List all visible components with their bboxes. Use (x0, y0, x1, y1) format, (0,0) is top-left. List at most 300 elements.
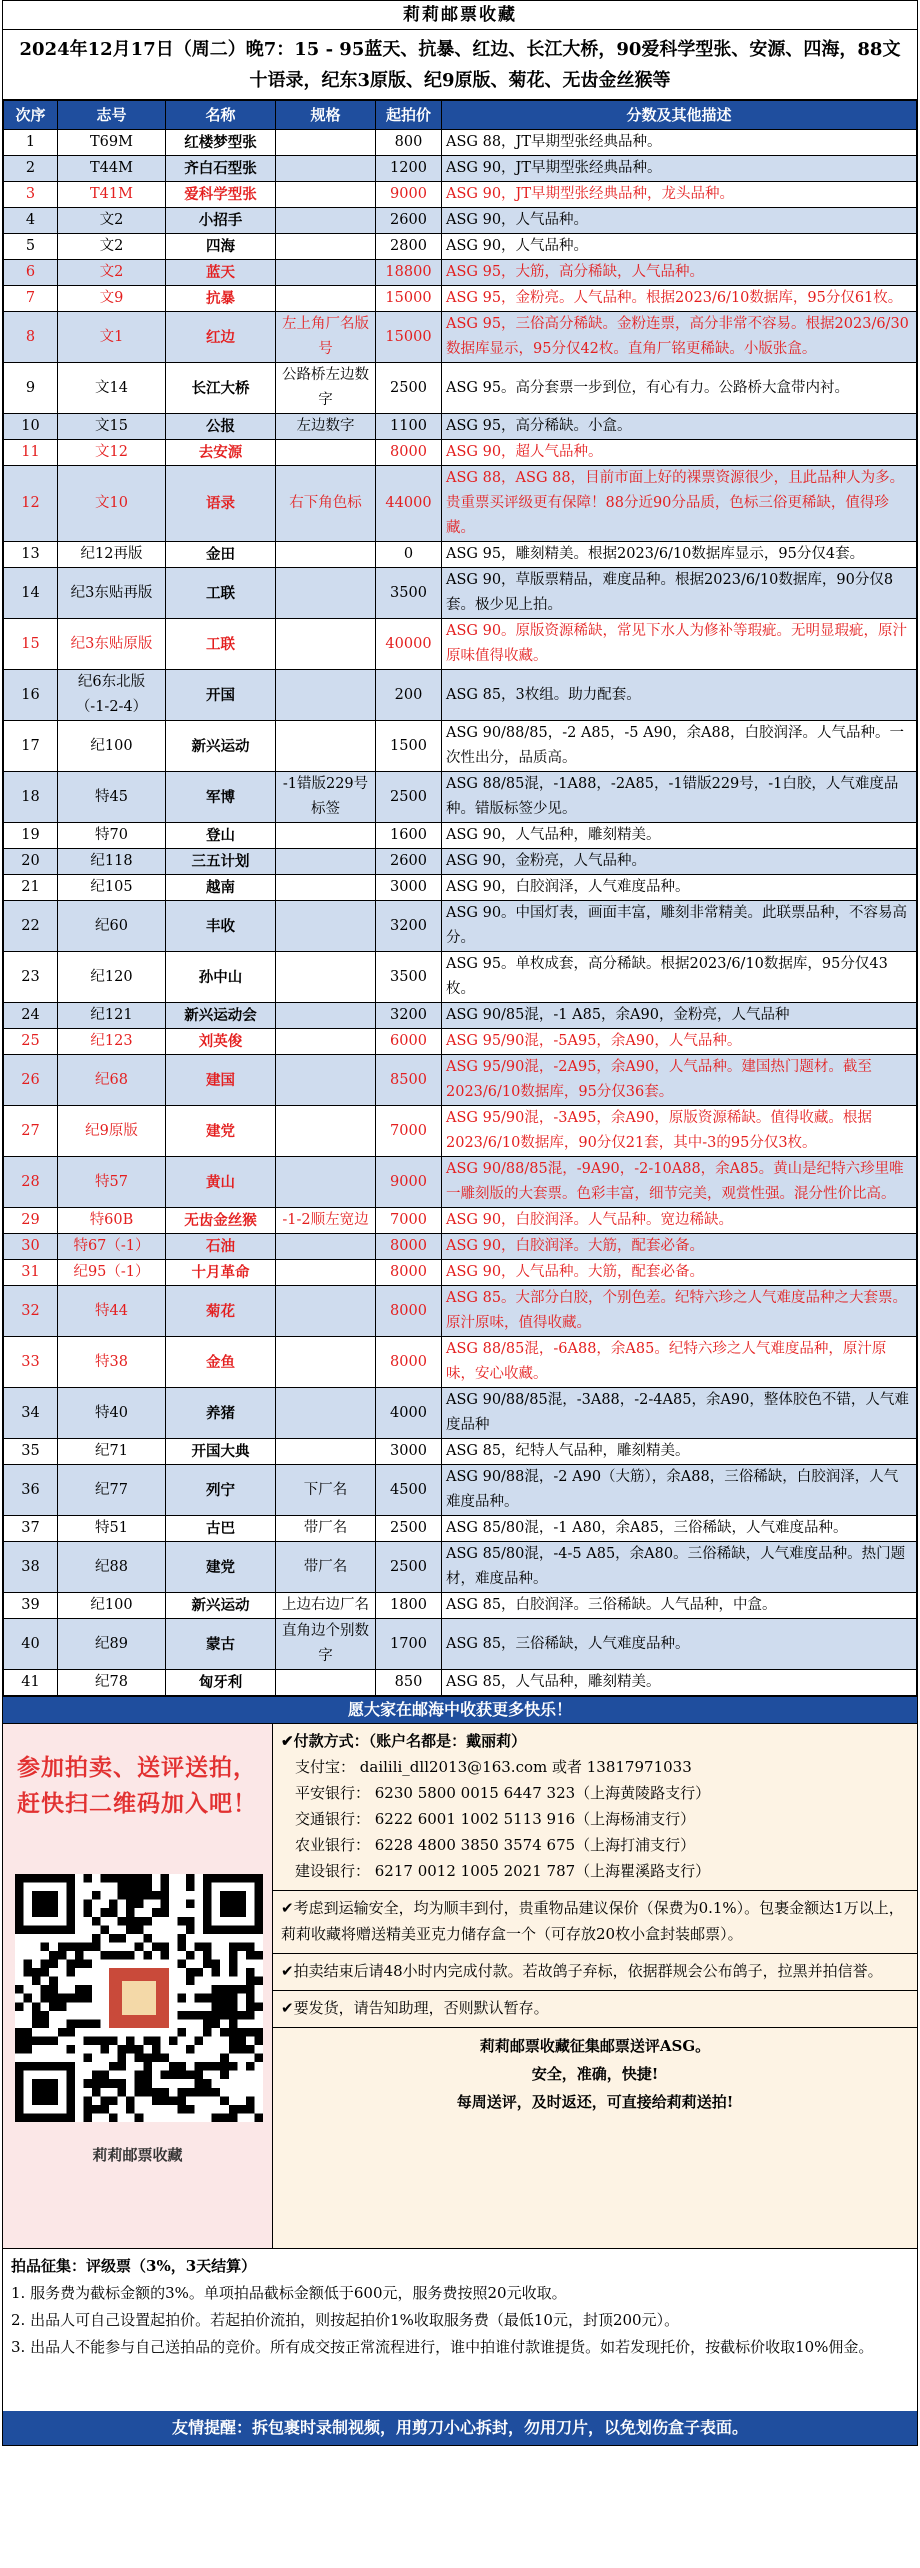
table-row (4, 952, 917, 1003)
lot-name: 抗暴 (166, 286, 276, 312)
slogan-line: 安全，准确，快捷! (531, 2065, 659, 2083)
lot-code: 纪9原版 (58, 1106, 166, 1157)
table-row (4, 670, 917, 721)
lot-code: 特38 (58, 1337, 166, 1388)
lot-number: 20 (4, 849, 58, 875)
lot-start-price: 8000 (376, 1260, 442, 1286)
lot-name: 蓝天 (166, 260, 276, 286)
lot-description: ASG 88/85混，-1A88，-2A85，-1错版229号，-1白胶，人气难度品种。错版标签少见。 (442, 772, 917, 823)
lot-spec: -1-2顺左宽边 (276, 1208, 376, 1234)
lot-start-price: 18800 (376, 260, 442, 286)
lot-start-price: 2600 (376, 849, 442, 875)
lot-description: ASG 95/90混，-2A95，余A90，人气品种。建国热门题材。截至2023/6/10数据库，95分仅36套。 (442, 1055, 917, 1106)
table-row (4, 1106, 917, 1157)
lot-name: 四海 (166, 234, 276, 260)
lot-code: 文2 (58, 208, 166, 234)
lot-spec: 左边数字 (276, 414, 376, 440)
lot-description: ASG 85，三俗稀缺，人气难度品种。 (442, 1619, 917, 1670)
lot-description: ASG 85。大部分白胶，个别色差。纪特六珍之人气难度品种之大套票。原汁原味，值得收藏。 (442, 1286, 917, 1337)
table-row (4, 312, 917, 363)
lot-number: 36 (4, 1465, 58, 1516)
lot-spec (276, 182, 376, 208)
lot-name: 石油 (166, 1234, 276, 1260)
lot-name: 小招手 (166, 208, 276, 234)
lot-code: 纪60 (58, 901, 166, 952)
lot-spec (276, 130, 376, 156)
rule-item: 3. 出品人不能参与自己送拍品的竞价。所有成交按正常流程进行，谁中拍谁付款谁提货。如若发现托价，按截标价收取10%佣金。 (11, 2338, 874, 2356)
lot-name: 爱科学型张 (166, 182, 276, 208)
lot-code: 纪120 (58, 952, 166, 1003)
lot-code: 文1 (58, 312, 166, 363)
lot-start-price: 2500 (376, 1542, 442, 1593)
lot-number: 10 (4, 414, 58, 440)
lot-spec (276, 260, 376, 286)
lot-code: 特67（-1） (58, 1234, 166, 1260)
payment-panel (273, 1724, 917, 2248)
lot-start-price: 9000 (376, 182, 442, 208)
lot-spec (276, 1670, 376, 1696)
lot-description: ASG 95/90混，-5A95，余A90，人气品种。 (442, 1029, 917, 1055)
lot-name: 养猪 (166, 1388, 276, 1439)
lot-start-price: 7000 (376, 1106, 442, 1157)
lot-number: 30 (4, 1234, 58, 1260)
lot-start-price: 3500 (376, 952, 442, 1003)
lot-code: T69M (58, 130, 166, 156)
lot-description: ASG 90。中国灯表，画面丰富，雕刻非常精美。此联票品种，不容易高分。 (442, 901, 917, 952)
lot-start-price: 2500 (376, 1516, 442, 1542)
lot-code: 特45 (58, 772, 166, 823)
lot-number: 35 (4, 1439, 58, 1465)
lot-number: 32 (4, 1286, 58, 1337)
lot-name: 新兴运动 (166, 1593, 276, 1619)
lot-spec (276, 1234, 376, 1260)
table-row (4, 440, 917, 466)
lot-spec: 带厂名 (276, 1542, 376, 1593)
table-row (4, 286, 917, 312)
lot-description: ASG 95，雕刻精美。根据2023/6/10数据库显示，95分仅4套。 (442, 542, 917, 568)
lot-number: 7 (4, 286, 58, 312)
lot-code: 纪78 (58, 1670, 166, 1696)
lot-spec (276, 1055, 376, 1106)
lot-spec (276, 286, 376, 312)
reminder-footer: 友情提醒：拆包裹时录制视频，用剪刀小心拆封，勿用刀片，以免划伤盒子表面。 (3, 2411, 917, 2445)
consignment-rules (3, 2249, 917, 2411)
lot-start-price: 9000 (376, 1157, 442, 1208)
lot-name: 去安源 (166, 440, 276, 466)
lot-number: 8 (4, 312, 58, 363)
lot-code: 纪3东贴原版 (58, 619, 166, 670)
lot-code: 文14 (58, 363, 166, 414)
lot-name: 红边 (166, 312, 276, 363)
slogan-line: 每周送评，及时返还，可直接给莉莉送拍! (456, 2093, 734, 2111)
lot-number: 13 (4, 542, 58, 568)
lot-description: ASG 90，金粉亮，人气品种。 (442, 849, 917, 875)
slogan-line: 莉莉邮票收藏征集邮票送评ASG。 (479, 2037, 711, 2055)
lot-name: 公报 (166, 414, 276, 440)
table-row (4, 849, 917, 875)
lot-number: 11 (4, 440, 58, 466)
lot-code: 纪89 (58, 1619, 166, 1670)
lot-description: ASG 88，ASG 88，目前市面上好的裸票资源很少，且此品种人为多。贵重票买评级更有保障！88分近90分品质，色标三俗更稀缺，值得珍藏。 (442, 466, 917, 542)
lot-spec: -1错版229号标签 (276, 772, 376, 823)
lot-name: 列宁 (166, 1465, 276, 1516)
table-row (4, 1439, 917, 1465)
lot-description: ASG 90，人气品种，雕刻精美。 (442, 823, 917, 849)
lot-spec: 公路桥左边数字 (276, 363, 376, 414)
lot-spec (276, 156, 376, 182)
lot-number: 40 (4, 1619, 58, 1670)
lot-description: ASG 85，纪特人气品种，雕刻精美。 (442, 1439, 917, 1465)
alipay-line: 支付宝： daililі_dll2013@163.com 或者 13817971033 (295, 1758, 692, 1776)
lot-description: ASG 90，人气品种。大筋，配套必备。 (442, 1260, 917, 1286)
lot-number: 3 (4, 182, 58, 208)
table-row (4, 568, 917, 619)
lot-name: 无齿金丝猴 (166, 1208, 276, 1234)
qr-code-icon[interactable] (15, 1874, 263, 2122)
lot-name: 开国大典 (166, 1439, 276, 1465)
rule-item: 1. 服务费为截标金额的3%。单项拍品截标金额低于600元，服务费按照20元收取。 (11, 2284, 567, 2302)
lot-code: 特44 (58, 1286, 166, 1337)
info-section (3, 1724, 917, 2249)
lot-code: 纪3东贴再版 (58, 568, 166, 619)
lot-start-price: 8000 (376, 1234, 442, 1260)
lot-number: 29 (4, 1208, 58, 1234)
table-row (4, 414, 917, 440)
lot-spec (276, 568, 376, 619)
lot-number: 14 (4, 568, 58, 619)
promo-line: 赶快扫二维码加入吧！ (17, 1790, 257, 1817)
lot-spec (276, 952, 376, 1003)
lot-spec (276, 619, 376, 670)
lot-spec (276, 1286, 376, 1337)
lot-description: ASG 90，人气品种。 (442, 208, 917, 234)
col-header-desc: 分数及其他描述 (442, 101, 917, 130)
lot-name: 黄山 (166, 1157, 276, 1208)
lot-description: ASG 95/90混，-3A95，余A90，原版资源稀缺。值得收藏。根据2023/6/10数据库，90分仅21套，其中-3的95分仅3枚。 (442, 1106, 917, 1157)
lot-spec (276, 670, 376, 721)
lot-number: 23 (4, 952, 58, 1003)
shipping-note: ✔考虑到运输安全，均为顺丰到付，贵重物品建议保价（保费为0.1%）。包裹金额达1万以上，莉莉收藏将赠送精美亚克力储存盒一个（可存放20枚小盒封装邮票）。 (281, 1899, 904, 1943)
lot-spec (276, 901, 376, 952)
table-header-row (4, 101, 917, 130)
lot-code: 特70 (58, 823, 166, 849)
promo-panel (3, 1724, 273, 2248)
lot-start-price: 3000 (376, 875, 442, 901)
payment-heading: ✔付款方式：（账户名都是：戴丽莉） (281, 1732, 527, 1750)
greeting-banner: 愿大家在邮海中收获更多快乐！ (3, 1696, 917, 1724)
lot-spec (276, 1439, 376, 1465)
lot-name: 丰收 (166, 901, 276, 952)
table-row (4, 466, 917, 542)
lot-description: ASG 95，三俗高分稀缺。金粉连票，高分非常不容易。根据2023/6/30数据库显示，95分仅42枚。直角厂铭更稀缺。小版张盒。 (442, 312, 917, 363)
lot-start-price: 1700 (376, 1619, 442, 1670)
lot-description: ASG 90/88/85混，-3A88，-2-4A85，余A90，整体胶色不错，人气难度品种 (442, 1388, 917, 1439)
lot-code: 纪118 (58, 849, 166, 875)
lot-number: 38 (4, 1542, 58, 1593)
col-header-spec: 规格 (276, 101, 376, 130)
lot-name: 菊花 (166, 1286, 276, 1337)
table-row (4, 901, 917, 952)
lot-spec (276, 440, 376, 466)
lot-start-price: 1100 (376, 414, 442, 440)
lot-name: 建党 (166, 1106, 276, 1157)
lot-code: 文2 (58, 260, 166, 286)
col-header-no: 次序 (4, 101, 58, 130)
lot-description: ASG 90，JT早期型张经典品种。 (442, 156, 917, 182)
table-row (4, 721, 917, 772)
lot-spec: 右下角色标 (276, 466, 376, 542)
lot-number: 12 (4, 466, 58, 542)
lot-description: ASG 88，JT早期型张经典品种。 (442, 130, 917, 156)
lot-description: ASG 90，白胶润泽，人气难度品种。 (442, 875, 917, 901)
table-row (4, 1003, 917, 1029)
table-row (4, 1516, 917, 1542)
lot-description: ASG 95，大筋，高分稀缺，人气品种。 (442, 260, 917, 286)
lot-code: 纪121 (58, 1003, 166, 1029)
table-row (4, 1465, 917, 1516)
table-row (4, 182, 917, 208)
lot-number: 17 (4, 721, 58, 772)
lot-start-price: 8000 (376, 1337, 442, 1388)
lot-name: 新兴运动 (166, 721, 276, 772)
lot-number: 31 (4, 1260, 58, 1286)
lot-name: 刘英俊 (166, 1029, 276, 1055)
lot-start-price: 1600 (376, 823, 442, 849)
col-header-code: 志号 (58, 101, 166, 130)
lot-name: 越南 (166, 875, 276, 901)
lot-number: 2 (4, 156, 58, 182)
lot-start-price: 2500 (376, 772, 442, 823)
table-row (4, 1670, 917, 1696)
auction-subtitle: 2024年12月17日（周二）晚7：15 - 95蓝天、抗暴、红边、长江大桥，90爱科学型张、安源、四海，88文十语录，纪东3原版、纪9原版、菊花、无齿金丝猴等 (3, 30, 917, 100)
lot-description: ASG 90/88混，-2 A90（大筋），余A88，三俗稀缺，白胶润泽，人气难度品种。 (442, 1465, 917, 1516)
table-row (4, 1260, 917, 1286)
lot-number: 41 (4, 1670, 58, 1696)
lot-code: 文12 (58, 440, 166, 466)
lot-start-price: 3500 (376, 568, 442, 619)
lot-name: 三五计划 (166, 849, 276, 875)
lot-code: T44M (58, 156, 166, 182)
lot-start-price: 1800 (376, 1593, 442, 1619)
payment-deadline-note: ✔拍卖结束后请48小时内完成付款。若故鸽子弃标，依据群规会公布鸽子，拉黑并拍信誉。 (281, 1962, 883, 1980)
lot-spec (276, 1260, 376, 1286)
lot-start-price: 3200 (376, 1003, 442, 1029)
lot-start-price: 850 (376, 1670, 442, 1696)
lot-start-price: 3000 (376, 1439, 442, 1465)
shipping-request-note: ✔要发货，请告知助理，否则默认暂存。 (281, 1999, 549, 2017)
lot-description: ASG 95，高分稀缺。小盒。 (442, 414, 917, 440)
lot-description: ASG 90/88/85，-2 A85，-5 A90，余A88，白胶润泽。人气品种。一次性出分，品质高。 (442, 721, 917, 772)
rule-item: 2. 出品人可自己设置起拍价。若起拍价流拍，则按起拍价1%收取服务费（最低10元，封顶200元）。 (11, 2311, 680, 2329)
table-row (4, 1055, 917, 1106)
lot-description: ASG 95，金粉亮。人气品种。根据2023/6/10数据库，95分仅61枚。 (442, 286, 917, 312)
lot-spec (276, 823, 376, 849)
lot-spec: 带厂名 (276, 1516, 376, 1542)
lot-code: 特51 (58, 1516, 166, 1542)
table-row (4, 1337, 917, 1388)
table-row (4, 130, 917, 156)
lot-table-body (4, 130, 917, 1696)
lot-code: 纪12再版 (58, 542, 166, 568)
lot-number: 28 (4, 1157, 58, 1208)
lot-code: 纪68 (58, 1055, 166, 1106)
bank-line: 交通银行： 6222 6001 1002 5113 916（上海杨浦支行） (295, 1810, 696, 1828)
table-row (4, 363, 917, 414)
col-header-price: 起拍价 (376, 101, 442, 130)
lot-name: 新兴运动会 (166, 1003, 276, 1029)
lot-description: ASG 85，白胶润泽。三俗稀缺。人气品种，中盒。 (442, 1593, 917, 1619)
lot-description: ASG 88/85混，-6A88，余A85。纪特六珍之人气难度品种，原汁原味，安心收藏。 (442, 1337, 917, 1388)
lot-start-price: 7000 (376, 1208, 442, 1234)
lot-number: 39 (4, 1593, 58, 1619)
lot-code: 纪105 (58, 875, 166, 901)
lot-code: 文10 (58, 466, 166, 542)
lot-description: ASG 85，人气品种，雕刻精美。 (442, 1670, 917, 1696)
lot-code: T41M (58, 182, 166, 208)
lot-number: 25 (4, 1029, 58, 1055)
lot-start-price: 8000 (376, 1286, 442, 1337)
lot-spec (276, 1337, 376, 1388)
lot-number: 22 (4, 901, 58, 952)
table-row (4, 1157, 917, 1208)
lot-code: 纪71 (58, 1439, 166, 1465)
promo-line: 参加拍卖、送评送拍， (17, 1754, 257, 1781)
lot-number: 15 (4, 619, 58, 670)
table-row (4, 823, 917, 849)
lot-name: 开国 (166, 670, 276, 721)
lot-description: ASG 95。单枚成套，高分稀缺。根据2023/6/10数据库，95分仅43枚。 (442, 952, 917, 1003)
lot-code: 特40 (58, 1388, 166, 1439)
table-row (4, 619, 917, 670)
lot-description: ASG 90/85混，-1 A85，余A90，金粉亮，人气品种 (442, 1003, 917, 1029)
table-row (4, 1619, 917, 1670)
lot-name: 金鱼 (166, 1337, 276, 1388)
lot-start-price: 2600 (376, 208, 442, 234)
table-row (4, 1286, 917, 1337)
lot-name: 金田 (166, 542, 276, 568)
lot-start-price: 8500 (376, 1055, 442, 1106)
lot-start-price: 6000 (376, 1029, 442, 1055)
lot-start-price: 40000 (376, 619, 442, 670)
lot-name: 蒙古 (166, 1619, 276, 1670)
table-row (4, 208, 917, 234)
lot-description: ASG 95。高分套票一步到位，有心有力。公路桥大盒带内衬。 (442, 363, 917, 414)
table-row (4, 772, 917, 823)
lot-start-price: 200 (376, 670, 442, 721)
lot-number: 6 (4, 260, 58, 286)
bank-line: 平安银行： 6230 5800 0015 6447 323（上海黄陵路支行） (295, 1784, 711, 1802)
lot-name: 齐白石型张 (166, 156, 276, 182)
table-row (4, 1593, 917, 1619)
auction-sheet (2, 0, 918, 2446)
lot-spec (276, 234, 376, 260)
lot-spec (276, 1029, 376, 1055)
lot-start-price: 1500 (376, 721, 442, 772)
lot-start-price: 0 (376, 542, 442, 568)
table-row (4, 260, 917, 286)
table-row (4, 156, 917, 182)
lot-name: 红楼梦型张 (166, 130, 276, 156)
lot-name: 匈牙利 (166, 1670, 276, 1696)
lot-description: ASG 90，草版票精品，难度品种。根据2023/6/10数据库，90分仅8套。极少见上拍。 (442, 568, 917, 619)
lot-start-price: 2500 (376, 363, 442, 414)
lot-description: ASG 90/88/85混，-9A90，-2-10A88，余A85。黄山是纪特六珍里唯一雕刻版的大套票。色彩丰富，细节完美，观赏性强。混分性价比高。 (442, 1157, 917, 1208)
lot-code: 文15 (58, 414, 166, 440)
lot-start-price: 15000 (376, 286, 442, 312)
lot-code: 文2 (58, 234, 166, 260)
bank-line: 农业银行： 6228 4800 3850 3574 675（上海打浦支行） (295, 1836, 696, 1854)
lot-start-price: 1200 (376, 156, 442, 182)
lot-code: 特60B (58, 1208, 166, 1234)
lot-spec (276, 208, 376, 234)
lot-name: 建国 (166, 1055, 276, 1106)
lot-name: 工联 (166, 619, 276, 670)
lot-description: ASG 90，超人气品种。 (442, 440, 917, 466)
lot-name: 十月革命 (166, 1260, 276, 1286)
lot-start-price: 15000 (376, 312, 442, 363)
lot-spec: 上边右边厂名 (276, 1593, 376, 1619)
lot-number: 4 (4, 208, 58, 234)
table-row (4, 542, 917, 568)
lot-spec (276, 1157, 376, 1208)
lot-name: 语录 (166, 466, 276, 542)
lot-spec (276, 721, 376, 772)
lot-start-price: 3200 (376, 901, 442, 952)
lot-code: 特57 (58, 1157, 166, 1208)
lot-spec (276, 875, 376, 901)
lot-start-price: 800 (376, 130, 442, 156)
promo-text (3, 1724, 272, 1822)
lot-spec (276, 1388, 376, 1439)
lot-number: 5 (4, 234, 58, 260)
lot-code: 纪123 (58, 1029, 166, 1055)
lot-number: 16 (4, 670, 58, 721)
lot-number: 1 (4, 130, 58, 156)
lot-description: ASG 85/80混，-4-5 A85，余A80。三俗稀缺，人气难度品种。热门题材，难度品种。 (442, 1542, 917, 1593)
lot-name: 建党 (166, 1542, 276, 1593)
col-header-name: 名称 (166, 101, 276, 130)
lot-code: 纪6东北版（-1-2-4） (58, 670, 166, 721)
table-row (4, 1234, 917, 1260)
lot-code: 纪100 (58, 1593, 166, 1619)
lot-number: 26 (4, 1055, 58, 1106)
lot-start-price: 2800 (376, 234, 442, 260)
lot-number: 9 (4, 363, 58, 414)
lot-number: 21 (4, 875, 58, 901)
lot-spec (276, 849, 376, 875)
lot-spec: 左上角厂名版号 (276, 312, 376, 363)
lot-number: 18 (4, 772, 58, 823)
lot-table (3, 100, 917, 1696)
lot-code: 纪77 (58, 1465, 166, 1516)
lot-description: ASG 90，JT早期型张经典品种，龙头品种。 (442, 182, 917, 208)
lot-description: ASG 90，白胶润泽。大筋，配套必备。 (442, 1234, 917, 1260)
table-row (4, 1388, 917, 1439)
bank-line: 建设银行： 6217 0012 1005 2021 787（上海瞿溪路支行） (295, 1862, 711, 1880)
lot-start-price: 8000 (376, 440, 442, 466)
lot-name: 登山 (166, 823, 276, 849)
rules-heading: 拍品征集：评级票（3%，3天结算） (11, 2257, 257, 2275)
lot-spec (276, 1003, 376, 1029)
lot-start-price: 4000 (376, 1388, 442, 1439)
lot-spec: 直角边个别数字 (276, 1619, 376, 1670)
table-row (4, 875, 917, 901)
table-row (4, 1029, 917, 1055)
lot-code: 文9 (58, 286, 166, 312)
lot-code: 纪95（-1） (58, 1260, 166, 1286)
lot-number: 34 (4, 1388, 58, 1439)
lot-name: 孙中山 (166, 952, 276, 1003)
